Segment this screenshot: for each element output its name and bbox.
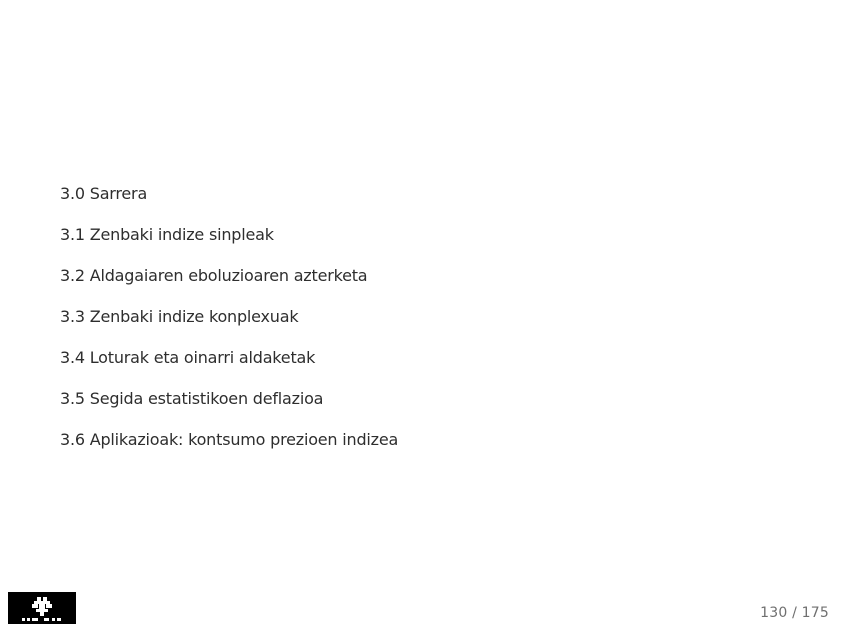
toc-item-sarrera[interactable]: 3.0 Sarrera xyxy=(60,184,148,203)
table-of-contents xyxy=(60,181,398,468)
toc-item-aldagaiaren-eboluzioa[interactable]: 3.2 Aldagaiaren eboluzioaren azterketa xyxy=(60,266,368,285)
toc-item-loturak-oinarri-aldaketak[interactable]: 3.4 Loturak eta oinarri aldaketak xyxy=(60,348,316,367)
toc-item-zenbaki-indize-konplexuak[interactable]: 3.3 Zenbaki indize konplexuak xyxy=(60,307,299,326)
page-number: 130 / 175 xyxy=(760,605,829,621)
toc-item-aplikazioak-kpi[interactable]: 3.6 Aplikazioak: kontsumo prezioen indizea xyxy=(60,430,399,449)
toc-item-segida-deflazioa[interactable]: 3.5 Segida estatistikoen deflazioa xyxy=(60,389,324,408)
university-logo-icon xyxy=(8,592,76,624)
toc-item-zenbaki-indize-sinpleak[interactable]: 3.1 Zenbaki indize sinpleak xyxy=(60,225,274,244)
